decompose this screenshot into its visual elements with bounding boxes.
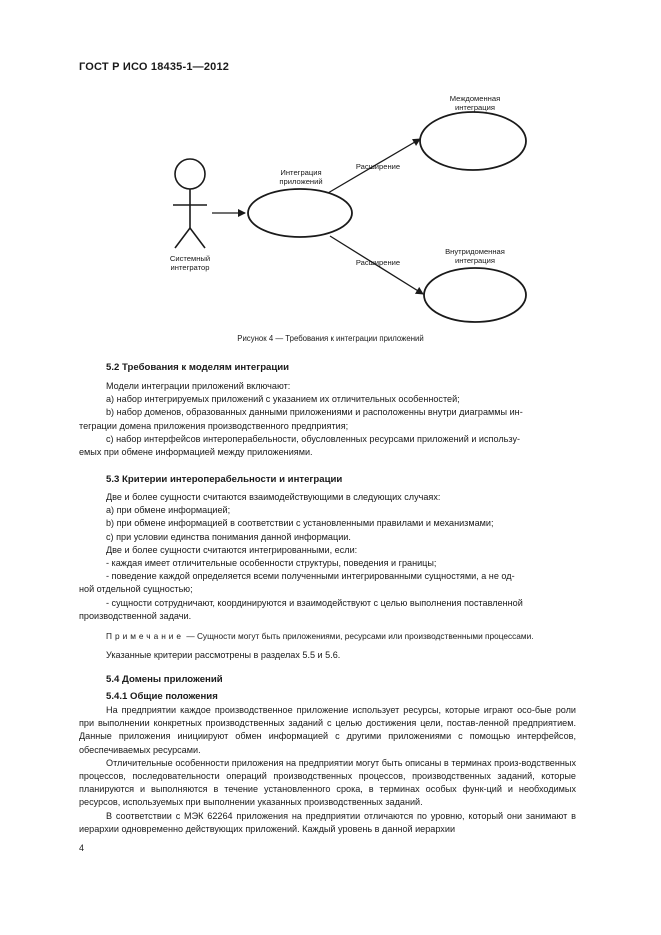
list-item: а) набор интегрируемых приложений с указанием их отличительных особенностей; [106, 394, 460, 405]
actor-label: Системный интегратор [169, 254, 211, 272]
criteria-reference [79, 649, 576, 662]
actor-icon [173, 159, 207, 248]
note-text: — Сущности могут быть приложениями, ресурсами или производственными процессами. [184, 631, 534, 641]
figure-caption: Рисунок 4 — Требования к интеграции приложений [237, 334, 424, 343]
paragraph: В соответствии с МЭК 62264 приложения на предприятии отличаются по уровню, который они занимают в иерархии одновременно действующих приложений. Каждый уровень в данной иерархии [79, 810, 576, 834]
section-5-2-body [79, 380, 576, 459]
section-title-5-2: 5.2 Требования к моделям интеграции [106, 362, 290, 373]
paragraph: Указанные критерии рассмотрены в разделах 5.5 и 5.6. [106, 650, 341, 660]
section-title-5-4: 5.4 Домены приложений [106, 674, 223, 685]
application-integration-usecase [248, 189, 352, 237]
document-header: ГОСТ Р ИСО 18435-1—2012 [79, 61, 230, 73]
paragraph: Две и более сущности считаются интегрированными, если: [106, 544, 358, 555]
paragraph: Модели интеграции приложений включают: [106, 381, 291, 391]
top-usecase-label: Междоменная интеграция [449, 94, 501, 112]
inter-domain-usecase [420, 112, 526, 170]
section-5-4-body [79, 704, 576, 836]
list-item: - каждая имеет отличительные особенности структуры, поведения и границы; [106, 558, 437, 569]
extend-label-bottom: Расширение [355, 258, 401, 267]
intra-domain-usecase [424, 268, 526, 322]
list-item-continuation: теграции домена приложения производственного предприятия; [79, 420, 349, 431]
list-item: а) при обмене информацией; [106, 505, 231, 516]
use-case-diagram [0, 0, 661, 335]
list-item-continuation: ной отдельной сущностью; [79, 584, 193, 595]
paragraph: На предприятии каждое производственное приложение использует ресурсы, которые играют осо-бые роли при выполнении конкретных производственных заданий с целью достижения цели, постав-ленной предприятием. Данные приложения инициируют обмен информацией с другими приложениями с помощью интерфейсов, обеспечиваемых ресурсами. [79, 705, 576, 755]
list-item: - поведение каждой определяется всеми полученными интегрированными сущностями, а не од- [106, 571, 515, 582]
note [79, 630, 576, 643]
paragraph: Две и более сущности считаются взаимодействующими в следующих случаях: [106, 492, 441, 502]
subsection-title-5-4-1: 5.4.1 Общие положения [106, 691, 218, 702]
note-label: Примечание [106, 631, 185, 641]
extend-label-top: Расширение [355, 162, 401, 171]
center-usecase-label: Интеграция приложений [279, 168, 323, 186]
list-item: b) при обмене информацией в соответствии с установленными правилами и механизмами; [106, 518, 494, 529]
section-5-3-body [79, 491, 576, 623]
section-title-5-3: 5.3 Критерии интероперабельности и интеграции [106, 474, 343, 485]
bottom-usecase-label: Внутридоменная интеграция [445, 247, 505, 265]
page-number: 4 [79, 843, 85, 853]
paragraph: Отличительные особенности приложения на предприятии могут быть описаны в терминах произ-водственных процессов, последовательности операций производственных процессов, производственных заданий, которые планируются и выполняются в течение установленного срока, в терминах особых функ-ций и необходимых ресурсов, используемых при выполнении указанных производственных заданий. [79, 757, 576, 808]
list-item: с) при условии единства понимания данной информации. [106, 531, 351, 542]
list-item: с) набор интерфейсов интероперабельности, обусловленных ресурсами приложений и использу- [106, 433, 521, 444]
list-item-continuation: емых при обмене информацией между приложениями. [79, 447, 313, 458]
list-item: - сущности сотрудничают, координируются и взаимодействуют с целью выполнения поставленной [106, 597, 523, 608]
list-item: b) набор доменов, образованных данными приложениями и расположенны внутри диаграммы ин- [106, 407, 523, 418]
list-item-continuation: производственной задачи. [79, 610, 192, 621]
